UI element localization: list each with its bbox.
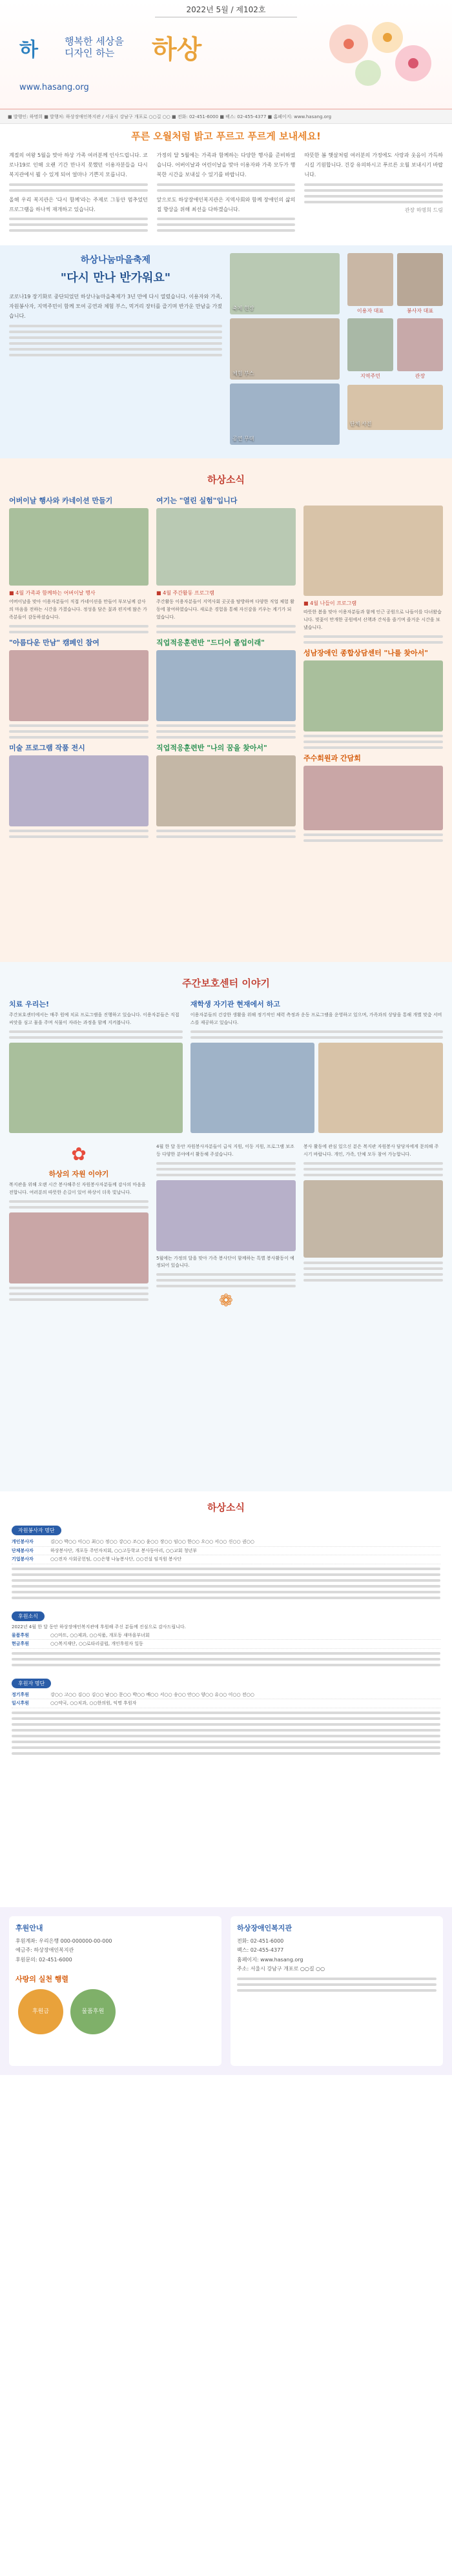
contact-info: 하상장애인복지관 전화: 02-451-6000 팩스: 02-455-4377 홈페이지: www.hasang.org 주소: 서울시 강남구 개포로 ○○길 ○○: [231, 1916, 443, 2066]
article-photo: [190, 1043, 315, 1133]
section-title: 하상소식: [207, 1501, 245, 1513]
article-heading: 직업적응훈련반 "드디어 졸업이래": [156, 638, 265, 647]
slogan: 행복한 세상을 디자인 하는: [65, 36, 124, 59]
table-row: 개인봉사자 김○○ 박○○ 이○○ 최○○ 정○○ 강○○ 조○○ 윤○○ 장○○ 임○○ 한○○ 오○○ 서○○ 신○○ 권○○: [12, 1538, 440, 1547]
editorial-paragraph: 계절의 여왕 5월을 맞아 하상 가족 여러분께 인사드립니다. 코로나19로 인해 오랜 기간 만나지 못했던 이용자분들을 다시 복지관에서 뵐 수 있게 되어 얼마나 기쁜지 모릅니다.: [9, 152, 148, 178]
article-heading: "아름다운 만남" 캠페인 참여: [9, 638, 99, 647]
pumpkin-icon: ❁: [219, 1291, 233, 1311]
article-photo: [303, 506, 443, 596]
article-heading: 성남장애인 종합상담센터 "나를 찾아서": [303, 648, 428, 657]
article-photo: [9, 1043, 183, 1133]
article-photo: [303, 766, 443, 830]
festival-photo: 체험 부스: [230, 318, 340, 380]
article-photo: [9, 650, 149, 721]
flower-icon: ✿: [71, 1143, 87, 1165]
article-photo: [303, 660, 443, 731]
article-photo: [9, 508, 149, 586]
avatar: [397, 318, 443, 371]
news-section-2: [0, 1500, 452, 1901]
article-photo: [9, 1212, 149, 1283]
editorial-signature: 관장 하명희 드림: [404, 207, 444, 213]
article-heading: 어버이날 행사와 카네이션 만들기: [9, 496, 113, 505]
editorial-paragraph: 따뜻한 봄 햇살처럼 여러분의 가정에도 사랑과 웃음이 가득하시길 기원합니다. 건강 유의하시고 푸르른 오월 보내시기 바랍니다.: [304, 152, 444, 178]
brand-title: 하상: [152, 35, 202, 65]
article-photo: [156, 755, 296, 826]
table-row: 정기후원 강○○ 고○○ 김○○ 김○○ 남○○ 문○○ 박○○ 배○○ 서○○ 송○○ 안○○ 양○○ 유○○ 이○○ 전○○: [12, 1691, 440, 1700]
article-photo: [156, 650, 296, 721]
table-row: 단체봉사자 하상봉사단, 개포동 주민자치회, ○○고등학교 봉사동아리, ○○교회 청년부: [12, 1547, 440, 1556]
volunteer-list: 자원봉사자 명단 개인봉사자 김○○ 박○○ 이○○ 최○○ 정○○ 강○○ 조○○ 윤○○ 장○○ 임○○ 한○○ 오○○ 서○○ 신○○ 권○○ 단체봉사자 하상봉사단, 개포동 주민자치회, ○○고등학교 봉사동아리, ○○교회 청년부 기업봉사자 ○○전자 사회공헌팀, ○○은행 나눔봉사단, ○○건설 임직원 봉사단: [0, 1519, 452, 1605]
logo-mark: 하: [19, 39, 38, 61]
article-photo: [156, 1180, 296, 1251]
masthead: [0, 0, 452, 110]
news-section-1: 하상소식 어버이날 행사와 카네이션 만들기 ■ 4월 가족과 함께하는 어버이날 행사 어버이날을 맞아 이용자분들이 직접 카네이션을 만들어 부모님께 감사의 마음을 전하는 시간을 가졌습니다. 정성을 담은 꽃과 편지에 많은 가족분들이 감동하셨습니다. "아름다운 만남" 캠페인 참여 미술 프로그램 작품 전시 여기는 "열린 실험"입니다 ■ 4월 주간활동 프로그램 주간활동 이용자분들이 지역사회 곳곳을 탐방하며 다양한 직업 체험 활동에 참여하였습니다. 새로운 경험을 통해 자신감을 키우는 계기가 되었습니다. 직업적응훈련반 "드디어 졸업이래" 직업적응훈련반 "나의 꿈을 찾아서" ■ 4월 나들이 프로그램 따뜻한 봄을 맞아 이용자분들과 함께 인근 공원으로 나들이를 다녀왔습니다. 벚꽃이 만개한 공원에서 산책과 간식을 즐기며 즐거운 시간을 보냈습니다. 성남장애인 종합상담센터 "나를 찾아서" 주수회원과 간담회: [0, 458, 452, 962]
festival-subtitle: "다시 만나 반가워요": [60, 271, 171, 285]
section-title: 하상소식: [207, 473, 245, 486]
editorial-headline: 푸른 오월처럼 밝고 푸르고 푸르게 보내세요!: [131, 130, 321, 142]
article-heading: 여기는 "열린 실험"입니다: [156, 496, 238, 505]
article-photo: [318, 1043, 443, 1133]
section-title: 주간보호센터 이야기: [182, 977, 270, 989]
article-photo: [9, 755, 149, 826]
avatar: [347, 318, 393, 371]
festival-section: [0, 245, 452, 458]
editorial-paragraph: 가정의 달 5월에는 가족과 함께하는 다양한 행사를 준비하였습니다. 어버이날과 어린이날을 맞아 이용자와 가족 모두가 행복한 시간을 보내실 수 있기를 바랍니다.: [156, 152, 296, 178]
festival-title: 하상나눔마을축제: [80, 254, 151, 265]
editorial-paragraph: 앞으로도 하상장애인복지관은 지역사회와 함께 장애인의 삶의 질 향상을 위해 최선을 다하겠습니다.: [156, 196, 296, 212]
article-heading: 하상의 자원 이야기: [48, 1169, 109, 1178]
table-row: 물품후원 ○○마트, ○○제과, ○○식품, 개포동 새마을부녀회: [12, 1631, 440, 1641]
issue-number: 2022년 5월 / 제102호: [155, 4, 297, 17]
festival-photo: 공연 무대: [230, 383, 340, 445]
article-heading: 직업적응훈련반 "나의 꿈을 찾아서": [156, 743, 267, 752]
donation-news: 후원소식 2022년 4월 한 달 동안 하상장애인복지관에 후원해 주신 분들께 진심으로 감사드립니다. 물품후원 ○○마트, ○○제과, ○○식품, 개포동 새마을부녀회 현금후원 ○○복지재단, ○○로타리클럽, 개인후원자 일동: [0, 1605, 452, 1672]
article-photo: [303, 1180, 443, 1258]
flower-decoration-icon: [310, 12, 439, 102]
editorial-body: [0, 150, 452, 235]
article-heading: 미술 프로그램 작품 전시: [9, 743, 85, 752]
publisher-info: ■ 발행인: 하명희 ■ 발행처: 하상장애인복지관 / 서울시 강남구 개포로 ○○길 ○○ ■ 전화: 02-451-6000 ■ 팩스: 02-455-4377 ■ 홈페이지: www.hasang.org: [0, 110, 452, 124]
avatar: [397, 253, 443, 306]
daycare-section: 주간보호센터 이야기 치료 우리는! 주간보호센터에서는 매주 원예 치료 프로그램을 진행하고 있습니다. 이용자분들은 직접 씨앗을 심고 물을 주며 식물이 자라는 과정을 함께 지켜봅니다. 재학생 자기관 현재에서 하고 이용자분들의 건강한 생활을 위해 정기적인 체력 측정과 운동 프로그램을 운영하고 있으며, 가족과의 상담을 통해 개별 맞춤 서비스를 제공하고 있습니다. ✿ 하상의 자원 이야기 복지관을 위해 오랜 시간 봉사해주신 자원봉사자분들께 감사의 마음을 전합니다. 여러분의 따뜻한 손길이 있어 하상이 더욱 빛납니다. 4월 한 달 동안 자원봉사자분들이 급식 지원, 이동 지원, 프로그램 보조 등 다양한 분야에서 활동해 주셨습니다. 5월에는 가정의 달을 맞아 가족 봉사단이 함께하는 특별 봉사활동이 예정되어 있습니다. ❁ 봉사 활동에 관심 있으신 분은 복지관 자원봉사 담당자에게 문의해 주시기 바랍니다. 개인, 가족, 단체 모두 참여 가능합니다.: [0, 962, 452, 1491]
donation-circle[interactable]: 물품후원: [70, 1989, 116, 2034]
table-row: 일시후원 ○○약국, ○○치과, ○○한의원, 익명 후원자: [12, 1699, 440, 1708]
article-heading: 치료 우리는!: [9, 999, 49, 1008]
participant-grid: 이용자 대표 봉사자 대표 지역주민 관장: [347, 253, 443, 380]
table-row: 기업봉사자 ○○전자 사회공헌팀, ○○은행 나눔봉사단, ○○건설 임직원 봉사단: [12, 1555, 440, 1564]
article-heading: 주수회원과 간담회: [303, 753, 361, 762]
article-heading: 재학생 자기관 현재에서 하고: [190, 999, 280, 1008]
festival-photo: 단체 사진: [347, 385, 443, 430]
website-url[interactable]: www.hasang.org: [19, 83, 89, 92]
table-row: 현금후원 ○○복지재단, ○○로타리클럽, 개인후원자 일동: [12, 1640, 440, 1649]
editorial-paragraph: 올해 우리 복지관은 '다시 함께'라는 주제로 그동안 멈추었던 프로그램을 하나씩 재개하고 있습니다.: [9, 196, 148, 212]
avatar: [347, 253, 393, 306]
donation-guide: 후원안내 후원계좌: 우리은행 000-000000-00-000 예금주: 하상장애인복지관 후원문의: 02-451-6000 사랑의 실천 행렬 후원금 물품후원: [9, 1916, 221, 2066]
footer: [0, 1907, 452, 2075]
festival-photo: 축제 현장: [230, 253, 340, 314]
donation-circle[interactable]: 후원금: [18, 1989, 63, 2034]
donor-list: 후원자 명단 정기후원 강○○ 고○○ 김○○ 김○○ 남○○ 문○○ 박○○ 배○○ 서○○ 송○○ 안○○ 양○○ 유○○ 이○○ 전○○ 일시후원 ○○약국, ○○치과, ○○한의원, 익명 후원자: [0, 1672, 452, 1761]
article-photo: [156, 508, 296, 586]
festival-text: 코로나19 장기화로 중단되었던 하상나눔마을축제가 3년 만에 다시 열렸습니다. 이용자와 가족, 자원봉사자, 지역주민이 함께 모여 공연과 체험 부스, 먹거리 장터를 즐기며 반가운 만남을 가졌습니다.: [9, 293, 222, 320]
